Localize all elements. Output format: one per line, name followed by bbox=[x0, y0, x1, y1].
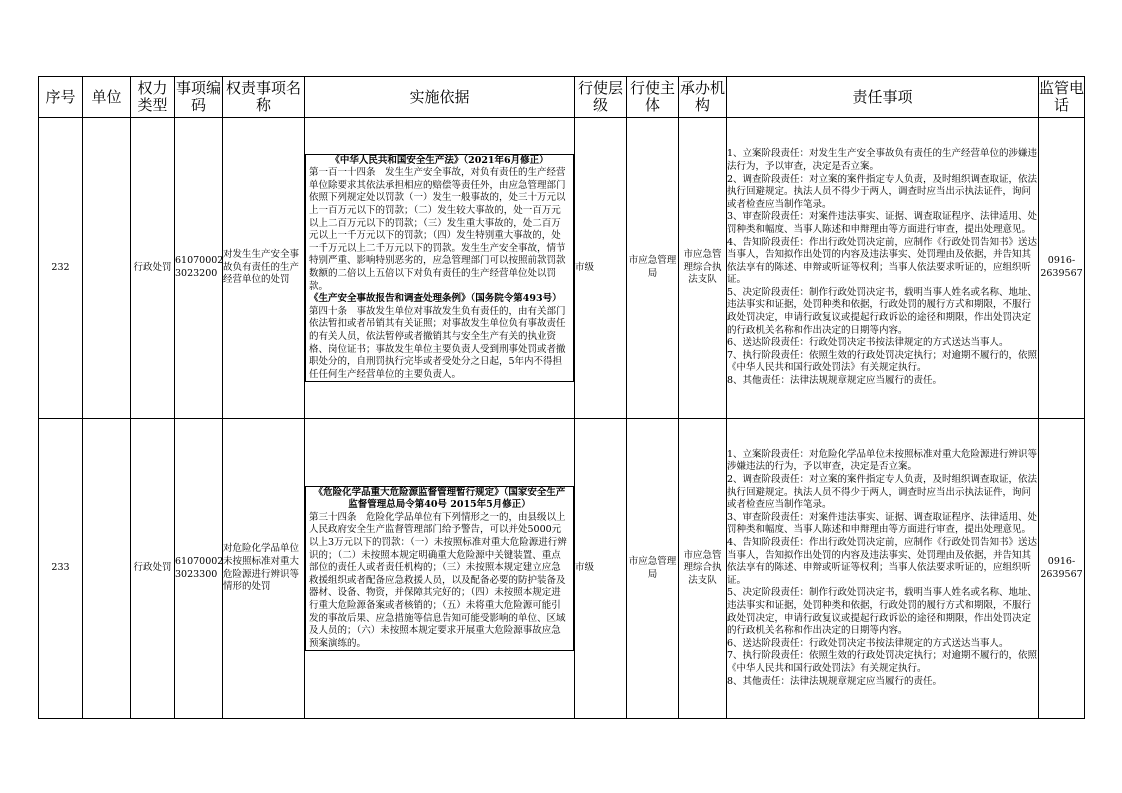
header-basis: 实施依据 bbox=[305, 77, 575, 118]
duty-item: 2、调查阶段责任：对立案的案件指定专人负责，及时组织调查取证，依法执行回避规定。执法人员不得少于两人，调查时应当出示执法证件，询问或者检查应当制作笔录。 bbox=[727, 474, 1038, 511]
duties-cell bbox=[727, 419, 1039, 719]
unit-cell bbox=[83, 118, 131, 419]
header-duties: 责任事项 bbox=[727, 77, 1039, 118]
header-unit: 单位 bbox=[83, 77, 131, 118]
code-cell: 61070002 3023200 bbox=[175, 118, 223, 419]
duty-item: 5、决定阶段责任：制作行政处罚决定书，载明当事人姓名或名称、地址、违法事实和证据，处罚种类和依据，行政处罚的履行方式和期限，不服行政处罚决定，申请行政复议或提起行政诉讼的途径和期限，作出处罚决定的行政机关名称和作出决定的日期等内容。 bbox=[727, 286, 1038, 336]
law-article: 第一百一十四条 发生生产安全事故，对负有责任的生产经营单位除要求其依法承担相应的赔偿等责任外，由应急管理部门依照下列规定处以罚款（一）发生一般事故的，处三十万元以上一百万元以下的罚款；（二）发生较大事故的，处一百万元以上二百万元以下的罚款；（三）发生重大事故的，处二百万元以上一千万元以下的罚款；（四）发生特别重大事故的，处一千万元以上二千万元以下的罚款。发生生产安全事故，情节特别严重、影响特别恶劣的，应急管理部门可以按照前款罚款数额的二倍以上五倍以下对负有责任的生产经营单位处以罚款。 bbox=[309, 167, 566, 292]
header-level: 行使层级 bbox=[575, 77, 627, 118]
subject-cell: 市应急管理局 bbox=[627, 118, 679, 419]
header-subject: 行使主体 bbox=[627, 77, 679, 118]
basis-cell bbox=[305, 419, 575, 719]
duty-item: 7、执行阶段责任：依照生效的行政处罚决定执行；对逾期不履行的，依照《中华人民共和国行政处罚法》有关规定执行。 bbox=[727, 349, 1038, 374]
duty-item: 7、执行阶段责任：依照生效的行政处罚决定执行；对逾期不履行的，依照《中华人民共和国行政处罚法》有关规定执行。 bbox=[727, 650, 1038, 674]
unit-cell bbox=[83, 419, 131, 719]
duty-item: 8、其他责任：法律法规规章规定应当履行的责任。 bbox=[727, 375, 943, 387]
header-power-type: 权力类型 bbox=[131, 77, 175, 118]
seq-cell: 232 bbox=[39, 118, 83, 419]
header-seq: 序号 bbox=[39, 77, 83, 118]
item-name-cell: 对发生生产安全事故负有责任的生产经营单位的处罚 bbox=[223, 118, 305, 419]
power-type-cell: 行政处罚 bbox=[131, 419, 175, 719]
header-phone: 监管电话 bbox=[1039, 77, 1085, 118]
power-type-cell: 行政处罚 bbox=[131, 118, 175, 419]
level-cell: 市级 bbox=[575, 118, 627, 419]
item-name-cell: 对危险化学品单位未按照标准对重大危险源进行辨识等情形的处罚 bbox=[223, 419, 305, 719]
duty-item: 3、审查阶段责任：对案件违法事实、证据、调查取证程序、法律适用、处罚种类和幅度、当事人陈述和申辩理由等方面进行审查，提出处理意见。 bbox=[727, 511, 1038, 536]
phone-cell: 0916-2639567 bbox=[1039, 118, 1085, 419]
phone-cell: 0916-2639567 bbox=[1039, 419, 1085, 719]
duty-item: 5、决定阶段责任：制作行政处罚决定书，载明当事人姓名或名称、地址、违法事实和证据，处罚种类和依据，行政处罚的履行方式和期限，不服行政处罚决定，申请行政复议或提起行政诉讼的途径和期限，作出处罚决定的行政机关名称和作出决定的日期等内容。 bbox=[727, 587, 1038, 637]
seq-cell: 233 bbox=[39, 419, 83, 719]
law-title: 《危险化学品重大危险源监督管理暂行规定》（国家安全生产监督管理总局令第40号 2015年5月修正） bbox=[313, 486, 566, 511]
duties-cell bbox=[727, 118, 1039, 419]
basis-box bbox=[305, 154, 574, 383]
level-cell: 市级 bbox=[575, 419, 627, 719]
duty-item: 6、送达阶段责任：行政处罚决定书按法律规定的方式送达当事人。 bbox=[727, 337, 1009, 349]
duty-item: 4、告知阶段责任：作出行政处罚决定前，应制作《行政处罚告知书》送达当事人，告知拟作出处罚的内容及违法事实、处罚理由及依据，并告知其依法享有的陈述、申辩或听证等权利；当事人依法要求听证的，应组织听证。 bbox=[727, 236, 1038, 286]
duty-item: 3、审查阶段责任：对案件违法事实、证据、调查取证程序、法律适用、处罚种类和幅度、当事人陈述和申辩理由等方面进行审查，提出处理意见。 bbox=[727, 211, 1038, 235]
duty-item: 6、送达阶段责任：行政处罚决定书按法律规定的方式送达当事人。 bbox=[727, 637, 1009, 649]
table-row bbox=[39, 118, 1085, 419]
basis-cell bbox=[305, 118, 575, 419]
duty-item: 8、其他责任：法律法规规章规定应当履行的责任。 bbox=[727, 675, 943, 687]
duty-item: 1、立案阶段责任：对危险化学品单位未按照标准对重大危险源进行辨识等涉嫌违法的行为，予以审查，决定是否立案。 bbox=[727, 448, 1038, 473]
power-duty-table bbox=[38, 76, 1085, 719]
header-row bbox=[39, 77, 1085, 118]
handler-cell: 市应急管理综合执法支队 bbox=[679, 419, 727, 719]
subject-cell: 市应急管理局 bbox=[627, 419, 679, 719]
law-title: 《生产安全事故报告和调查处理条例》（国务院令第493号） bbox=[309, 293, 562, 305]
header-code: 事项编码 bbox=[175, 77, 223, 118]
handler-cell: 市应急管理综合执法支队 bbox=[679, 118, 727, 419]
duty-item: 2、调查阶段责任：对立案的案件指定专人负责，及时组织调查取证，依法执行回避规定。执法人员不得少于两人，调查时应当出示执法证件，询问或者检查应当制作笔录。 bbox=[727, 173, 1038, 210]
header-name: 权责事项名称 bbox=[223, 77, 305, 118]
table-row bbox=[39, 419, 1085, 719]
duty-item: 4、告知阶段责任：作出行政处罚决定前，应制作《行政处罚告知书》送达当事人，告知拟作出处罚的内容及违法事实、处罚理由及依据，并告知其依法享有的陈述、申辩或听证等权利；当事人依法要求听证的，应组织听证。 bbox=[727, 537, 1038, 586]
duty-item: 1、立案阶段责任：对发生生产安全事故负有责任的生产经营单位的涉嫌违法行为，予以审查，决定是否立案。 bbox=[727, 148, 1038, 172]
law-title: 《中华人民共和国安全生产法》（2021年6月修正） bbox=[330, 154, 549, 166]
law-article: 第四十条 事故发生单位对事故发生负有责任的，由有关部门依法暂扣或者吊销其有关证照；对事故发生单位负有事故责任的有关人员，依法暂停或者撤销其与安全生产有关的执业资格、岗位证书；事故发生单位主要负责人受到刑事处罚或者撤职处分的，自刑罚执行完毕或者受处分之日起，5年内不得担任任何生产经营单位的主要负责人。 bbox=[309, 305, 566, 380]
law-article: 第三十四条 危险化学品单位有下列情形之一的，由县级以上人民政府安全生产监督管理部门给予警告，可以并处5000元以上3万元以下的罚款：（一）未按照标准对重大危险源进行辨识的；（二）未按照本规定明确重大危险源中关键装置、重点部位的责任人或者责任机构的；（三）未按照本规定建立应急救援组织或者配备应急救援人员，以及配备必要的防护装备及器材、设备、物资，并保障其完好的；（四）未按照本规定进行重大危险源备案或者核销的；（五）未将重大危险源可能引发的事故后果、应急措施等信息告知可能受影响的单位、区域及人员的；（六）未按照本规定要求开展重大危险源事故应急预案演练的。 bbox=[309, 511, 567, 649]
basis-box bbox=[305, 486, 574, 652]
header-handler: 承办机构 bbox=[679, 77, 727, 118]
code-cell: 61070002 3023300 bbox=[175, 419, 223, 719]
